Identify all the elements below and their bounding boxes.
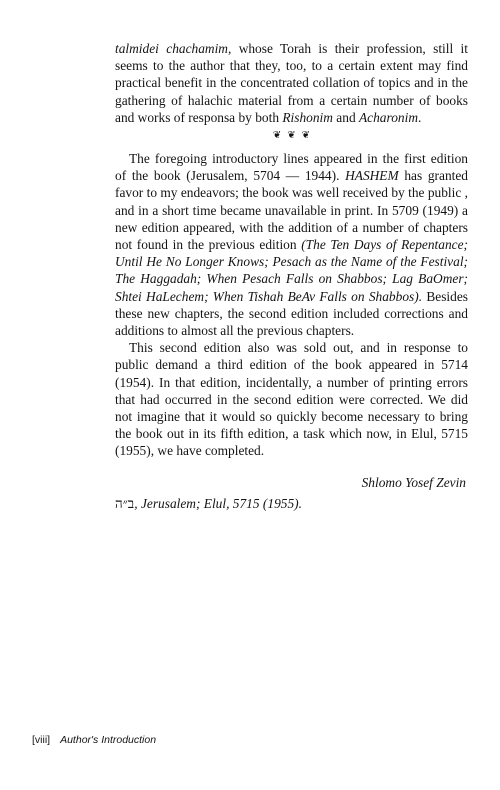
running-title: Author's Introduction (60, 734, 157, 746)
text-run: Besides these new chapters, the second edition included corrections and additions to almost all the previous chapters. (115, 288, 468, 339)
text-run: The foregoing introductory lines appeared in the first edition of the book (Jerusalem, 5704 — 1944). (115, 151, 468, 184)
italic-run: Rishonim (282, 109, 333, 125)
paragraph-1 (115, 40, 468, 126)
hebrew-abbreviation: ב״ה (115, 495, 135, 511)
paragraph-2 (115, 150, 468, 339)
running-footer (32, 734, 156, 746)
text-run: This second edition also was sold out, and in response to public demand a third edition of the book appeared in 5714 (1954). In that edition, incidentally, a number of printing errors that had occurred in the second edition were corrected. We did not imagine that it would so quickly become necessary to bring the book out in its fifth edition, a task which now, in Elul, 5715 (1955), we have completed. (115, 340, 468, 459)
italic-run: HASHEM (345, 168, 399, 184)
italic-run: talmidei chachamim (115, 41, 228, 56)
text-run: and (332, 109, 359, 125)
dateline (115, 495, 468, 512)
author-signature: Shlomo Yosef Zevin (361, 474, 466, 490)
italic-run: Acharonim (358, 109, 418, 125)
dateline-text: , Jerusalem; Elul, 5715 (1955). (134, 495, 302, 511)
italic-run: (The Ten Days of Repentance; Until He No Longer Knows; Pesach as the Name of the Festival; The Haggadah; When Pesach Falls on Shabbos; Lag BaOmer; Shtei HaLechem; When Tishah BeAv Falls on Shabbos). (115, 237, 468, 304)
page-number: [viii] (32, 734, 51, 746)
text-run: , whose Torah is their profession, still it seems to the author that they, too, to a certain extent may find practical benefit in the concentrated collation of topics and in the gathering of halachic material from a certain number of books and works of responsa by both (115, 41, 468, 125)
paragraph-3 (115, 339, 468, 459)
text-run: . (418, 109, 422, 125)
text-run: has granted favor to my endeavors; the book was well received by the public , and in a short time became unavailable in print. In 5709 (1949) a new edition appeared, with the addition of a number of chapters not found in the previous edition (115, 168, 468, 253)
main-text-block (115, 40, 468, 512)
ornament-divider: ❦❦❦ (272, 130, 317, 142)
